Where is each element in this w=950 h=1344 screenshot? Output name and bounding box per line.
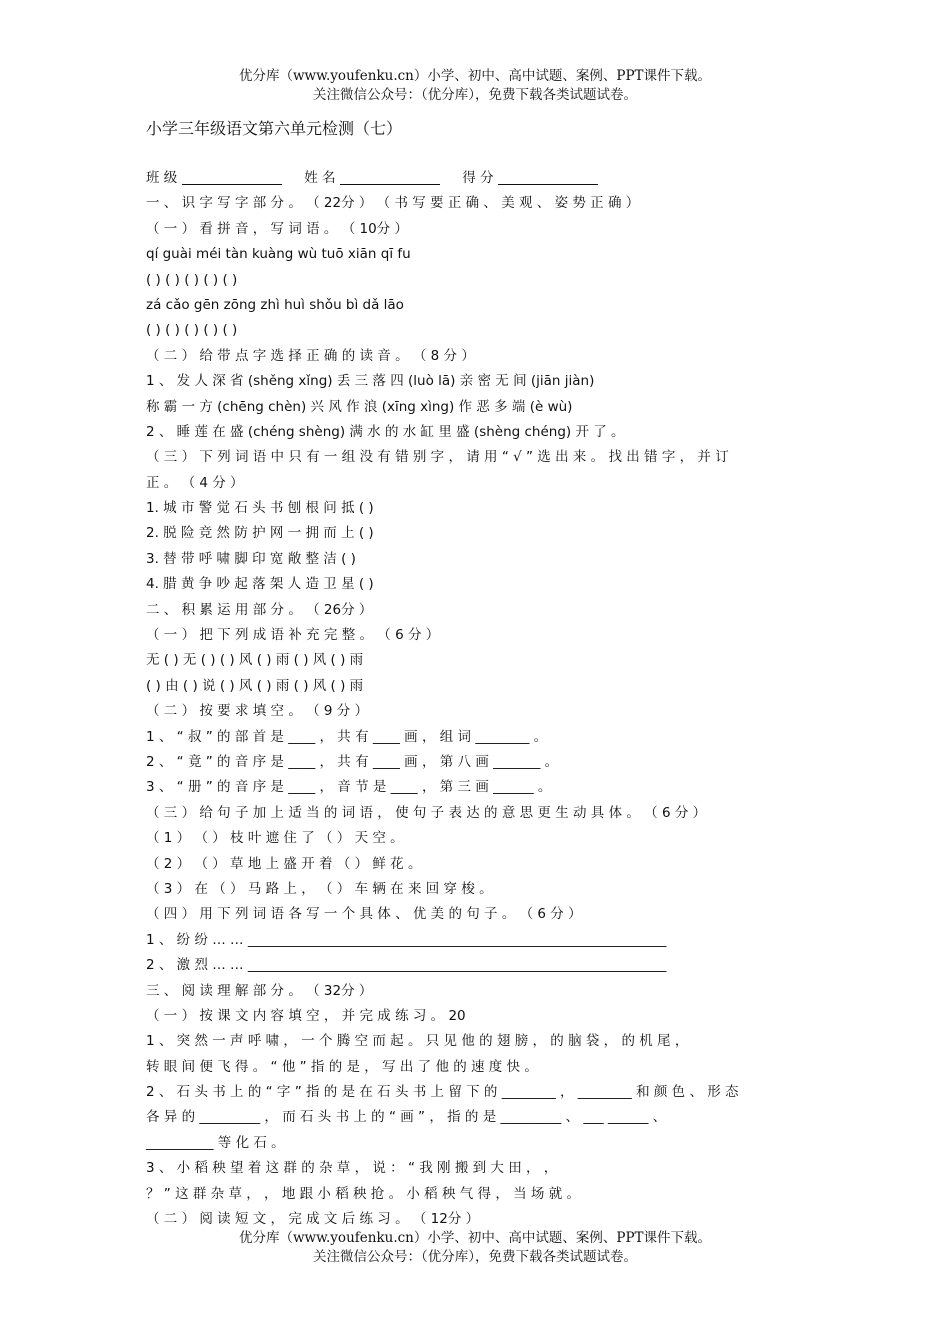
score-label: 得 分 [462,170,494,186]
text-line: 3 、 “ 册 ” 的 音 序 是 ____ ， 音 节 是 ____ ， 第 三 画 ______ 。 [146,779,552,796]
text-line: 无 ( ) 无 ( ) ( ) 风 ( ) 雨 ( ) 风 ( ) 雨 [146,652,364,669]
text-line: 2. 脱 险 竞 然 防 护 网 一 拥 而 上 ( ) [146,525,374,542]
header-line-1: 优分库（www.youfenku.cn）小学、初中、高中试题、案例、PPT课件下载。 [238,68,712,84]
name-label: 姓 名 [304,170,336,186]
text-line: 4. 腊 黄 争 吵 起 落 架 人 造 卫 星 ( ) [146,576,374,593]
text-line: zá cǎo gēn zōng zhì huì shǒu bì dǎ lāo [146,296,404,313]
class-label: 班 级 [146,170,178,186]
text-line: 2 、 “ 竟 ” 的 音 序 是 ____ ， 共 有 ____ 画 ， 第 八 画 _______ 。 [146,753,559,770]
text-line: （ 三 ） 给 句 子 加 上 适 当 的 词 语 ， 使 句 子 表 达 的 意 思 更 生 动 具 体 。 （ 6 分 ） [146,804,707,821]
text-line: 1 、 突 然 一 声 呼 啸 ， 一 个 腾 空 而 起 。 只 见 他 的 翅 膀 ， 的 脑 袋 ， 的 机 尾 ， [146,1033,689,1050]
footer-line-1: 优分库（www.youfenku.cn）小学、初中、高中试题、案例、PPT课件下载。 [238,1230,712,1246]
text-line: ( ) ( ) ( ) ( ) ( ) [146,271,238,288]
text-line: 各 异 的 _________ ， 而 石 头 书 上 的 “ 画 ” ， 指 的 是 _________ 、 ___ ______ 、 [146,1109,667,1126]
name-blank[interactable] [340,170,440,185]
text-line: 二 、 积 累 运 用 部 分 。 （ 26分 ） [146,601,373,618]
question-lines [146,191,826,1232]
text-line: ？ ” 这 群 杂 草 ， ， 地 跟 小 稻 秧 抢 。 小 稻 秧 气 得 ， 当 场 就 。 [146,1185,580,1202]
text-line: qí guài méi tàn kuàng wù tuō xiān qī fu [146,246,411,263]
text-line: ( ) 由 ( ) 说 ( ) 风 ( ) 雨 ( ) 风 ( ) 雨 [146,677,364,694]
text-line: 3. 替 带 呼 啸 脚 印 宽 敞 整 洁 ( ) [146,550,356,567]
text-line: （ 2 ） （ ） 草 地 上 盛 开 着 （ ） 鲜 花 。 [146,855,422,872]
student-info-row [146,166,826,191]
text-line: （ 一 ） 看 拼 音 ， 写 词 语 。 （ 10分 ） [146,220,408,237]
text-line: 3 、 小 稻 秧 望 着 这 群 的 杂 草 ， 说 ： “ 我 刚 搬 到 大 田 ， ， [146,1160,558,1177]
text-line: ( ) ( ) ( ) ( ) ( ) [146,322,238,339]
text-line: 1 、 纷 纷 … … ______________________________________________________________ [146,931,667,948]
text-line: （ 二 ） 阅 读 短 文 ， 完 成 文 后 练 习 。 （ 12分 ） [146,1211,480,1228]
exam-body [146,166,826,1232]
text-line: 三 、 阅 读 理 解 部 分 。 （ 32分 ） [146,982,373,999]
footer-line-2: 关注微信公众号：（优分库），免费下载各类试题试卷。 [313,1249,637,1265]
header-line-2: 关注微信公众号：（优分库），免费下载各类试题试卷。 [313,87,637,103]
text-line: （ 一 ） 把 下 列 成 语 补 充 完 整 。 （ 6 分 ） [146,627,440,644]
score-blank[interactable] [498,170,598,185]
text-line: （ 1 ） （ ） 枝 叶 遮 住 了 （ ） 天 空 。 [146,830,404,847]
text-line: （ 一 ） 按 课 文 内 容 填 空 ， 并 完 成 练 习 。 20 [146,1007,466,1024]
class-blank[interactable] [182,170,282,185]
text-line: 1. 城 市 警 觉 石 头 书 刨 根 问 抵 ( ) [146,500,374,517]
text-line: 一 、 识 字 写 字 部 分 。 （ 22分 ） （ 书 写 要 正 确 、 美 观 、 姿 势 正 确 ） [146,195,640,212]
text-line: 2 、 石 头 书 上 的 “ 字 ” 指 的 是 在 石 头 书 上 留 下 的 ________ ， ________ 和 颜 色 、 形 态 [146,1084,739,1101]
text-line: __________ 等 化 石 。 [146,1134,285,1151]
text-line: 2 、 激 烈 … … ______________________________________________________________ [146,957,667,974]
text-line: 转 眼 间 便 飞 得 。 “ 他 ” 指 的 是 ， 写 出 了 他 的 速 度 快 。 [146,1058,538,1075]
text-line: （ 3 ） 在 （ ） 马 路 上 ， （ ） 车 辆 在 来 回 穿 梭 。 [146,880,493,897]
text-line: 1 、 “ 叔 ” 的 部 首 是 ____ ， 共 有 ____ 画 ， 组 词 ________ 。 [146,728,548,745]
text-line: （ 二 ） 给 带 点 字 选 择 正 确 的 读 音 。 （ 8 分 ） [146,347,475,364]
text-line: 正 。 （ 4 分 ） [146,474,244,491]
text-line: （ 二 ） 按 要 求 填 空 。 （ 9 分 ） [146,703,369,720]
page-title: 小学三年级语文第六单元检测（七） [146,119,403,138]
text-line: （ 四 ） 用 下 列 词 语 各 写 一 个 具 体 、 优 美 的 句 子 。 （ 6 分 ） [146,906,582,923]
text-line: （ 三 ） 下 列 词 语 中 只 有 一 组 没 有 错 别 字 ， 请 用 “ √ ” 选 出 来 。 找 出 错 字 ， 并 订 [146,449,729,466]
text-line: 称 霸 一 方 (chēng chèn) 兴 风 作 浪 (xīng xìng) 作 恶 多 端 (è wù) [146,398,573,415]
text-line: 1 、 发 人 深 省 (shěng xǐng) 丢 三 落 四 (luò lā) 亲 密 无 间 (jiān jiàn) [146,373,595,390]
text-line: 2 、 睡 莲 在 盛 (chéng shèng) 满 水 的 水 缸 里 盛 (shèng chéng) 开 了 。 [146,423,625,440]
